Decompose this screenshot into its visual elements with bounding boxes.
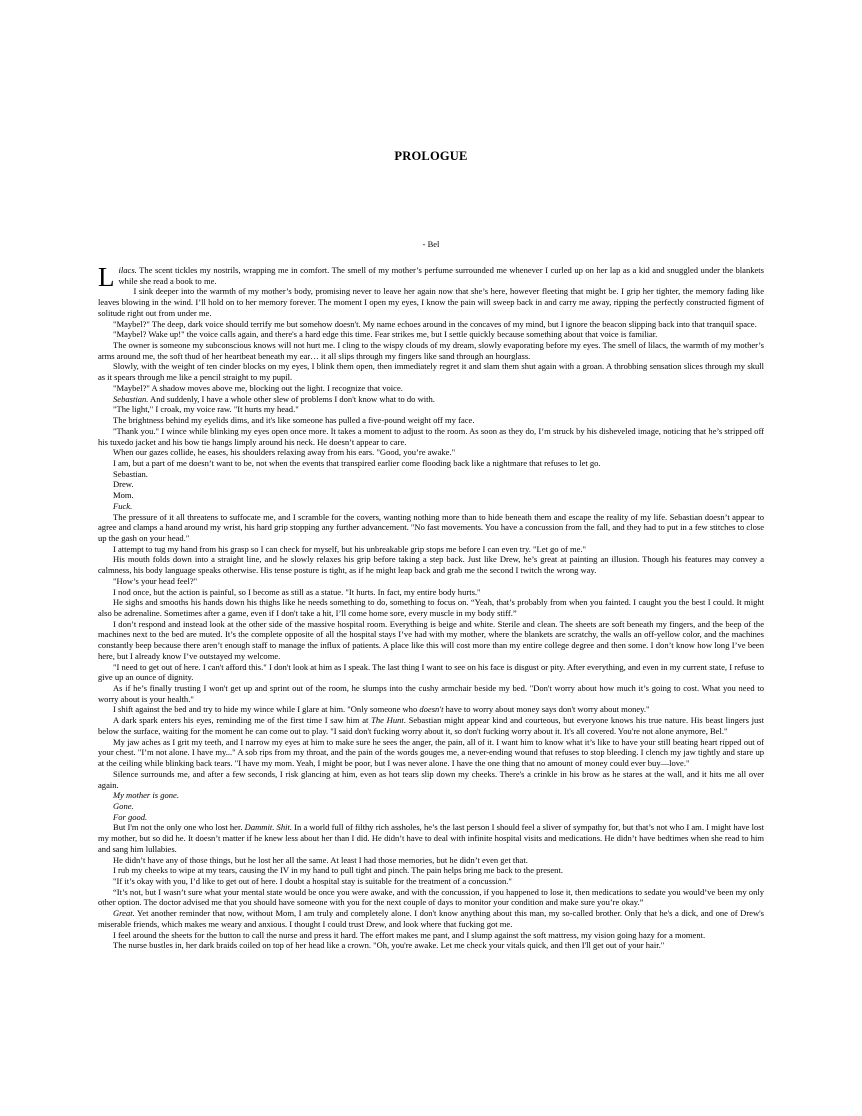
chapter-title: PROLOGUE [394,149,468,163]
italic-text: doesn't [419,704,444,715]
paragraph [98,415,764,426]
text-run: "Maybel? Wake up!" the voice calls again, and there's a hard edge this time. Fear strikes me, but I settle quickly because something about that voice is familiar. [113,329,658,340]
paragraph [98,469,764,480]
paragraph [98,426,764,447]
italic-text: Sebastian. [113,393,149,404]
text-run: have to worry about money says don't worry about money." [443,704,650,715]
italic-text: My mother is gone. [113,790,179,801]
text-run: “It’s not, but I wasn’t sure what your mental state would be once you were awake, and with the concussion, if you happened to lose it, then medications to sedate you would’ve been my only other option. The doctor advised me that you should have someone with you for the next couple of days to monitor your condition and make sure you’re okay.” [98,886,764,908]
paragraph [98,769,764,790]
paragraph [98,940,764,951]
paragraph [98,876,764,887]
paragraph [98,822,764,854]
text-run: His mouth folds down into a straight line, and he slowly relaxes his grip before taking a step back. Just like Drew, he’s great at painting an illusion. Though his features may convey a calmness, his body language speaks otherwise. His tense posture is tight, as if he might leap back and grab me the second I twitch the wrong way. [98,554,764,576]
italic-text: ilacs. [118,265,137,275]
paragraph [98,790,764,801]
paragraph [98,683,764,704]
paragraph [98,447,764,458]
paragraph [98,490,764,501]
paragraph [98,544,764,555]
chapter-body [98,262,765,951]
paragraph [98,737,764,769]
paragraph [98,704,764,715]
paragraph [98,801,764,812]
text-run: I nod once, but the action is painful, so I become as still as a statue. "It hurts. In fact, my entire body hurts." [113,586,481,597]
text-run: The pressure of it all threatens to suffocate me, and I scramble for the covers, wanting nothing more than to hide beneath them and escape the reality of my life. Sebastian doesn’t appear to agree and clamps a hand around my wrist, his hard grip stopping any further advancement. "No fast movements. You have a concussion from the fall, and they had to put in a few stitches to close up the gash on your head." [98,511,764,543]
paragraph [98,715,764,736]
text-run: The brightness behind my eyelids dims, and it's like someone has pulled a five-pound weight off my face. [113,415,475,426]
text-run: But I'm not the only one who lost her. [113,822,245,833]
text-run: I am, but a part of me doesn’t want to be, not when the events that transpired earlier come flooding back like a nightmare that refuses to let go. [113,457,601,468]
text-run: I attempt to tug my hand from his grasp so I can check for myself, but his unbreakable grip stops me before I can even try. "Let go of me." [113,543,587,554]
paragraph [98,361,764,382]
italic-text: For good. [113,811,148,822]
text-run: . Sebastian might appear kind and courteous, but everyone knows his true nature. His beast lingers just below the surface, waiting for the moment he can come out to play. "I said don't fucking worry about it, so don't fucking worry about it. It's all covered. You're not alone anymore, Bel." [98,715,764,736]
paragraph [98,662,764,683]
text-run: As if he’s finally trusting I won't get up and sprint out of the room, he slumps into the cushy armchair beside my bed. "Don't worry about how much it’s going to cost. What you need to worry about is your health." [98,683,764,704]
paragraph [98,479,764,490]
text-run: I feel around the sheets for the button to call the nurse and press it hard. The effort makes me pant, and I slump against the soft mattress, my vision going hazy for a moment. [113,929,706,940]
paragraph [98,286,764,318]
text-run: In a world full of filthy rich assholes, he’s the last person I should feel a sliver of sympathy for, but that’s not who I am. I might have lost my mother, but so did he. It doesn’t matter if he knew less about her than I did. He didn’t have to deal with infinite hospital visits and medications. He didn’t have bedtimes when she read to him and sang him lullabies. [98,822,765,854]
paragraph [98,340,764,361]
text-run: And suddenly, I have a whole other slew of problems I don't know what to do with. [148,393,435,404]
text-run: I shift against the bed and try to hide my wince while I glare at him. "Only someone who [113,704,420,715]
paragraph [98,262,764,292]
italic-text: Fuck. [113,500,133,511]
text-run: Silence surrounds me, and after a few seconds, I risk glancing at him, even as hot tears slip down my cheeks. There's a crinkle in his brow as he stares at the wall, and it hits me all over again. [98,768,764,790]
drop-cap: L [98,262,115,292]
paragraph [98,597,764,618]
text-run: My jaw aches as I grit my teeth, and I narrow my eyes at him to make sure he sees the anger, the pain, all of it. I want him to know what it’s like to have your still beating heart ripped out of your chest. "I’m not alone. I have my..." A sob rips from my throat, and the pain of the words gouges me, a never-ending wound that refuses to stop bleeding. I clench my jaw tightly and stare up at the ceiling while blinking back tears. "I have my mom. Yeah, I might be poor, but I was never alone. I have the one thing that no amount of money could ever buy—love." [98,736,764,769]
pov-label: - Bel [422,239,440,249]
paragraph [98,930,764,941]
text-run: Drew. [113,479,134,490]
text-run: "I need to get out of here. I can't afford this." I don't look at him as I speak. The last thing I want to see on his face is disgust or pity. After everything, and even in my current state, I refuse to give up an ounce of dignity. [98,661,764,683]
text-run: A dark spark enters his eyes, reminding me of the first time I saw him at [113,715,372,726]
text-run: The owner is someone my subconscious knows will not hurt me. I cling to the wispy clouds of my dream, slowly evaporating before my eyes. The smell of lilacs, the warmth of my mother’s arms around me, the soft thud of her heartbeat beneath my ear… it all slips through my fingers like sand through an hourglass. [98,340,764,361]
text-run: "How’s your head feel?" [113,575,198,586]
italic-text: Great. [113,908,135,919]
paragraph [98,887,764,908]
paragraph [98,404,764,415]
paragraph [98,394,764,405]
paragraph [98,587,764,598]
paragraph [98,383,764,394]
paragraph [98,319,764,330]
text-run: He sighs and smooths his hands down his thighs like he needs something to do, something to focus on. “Yeah, that’s probably from when you fainted. I caught you the best I could. It might also be adrenaline. Sometimes after a game, even if I don't take a hit, I’ll come home sore, every muscle in my body stiff.” [98,597,764,618]
text-run: "The light," I croak, my voice raw. "It hurts my head." [113,404,299,415]
text-run: "If it’s okay with you, I’d like to get out of here. I doubt a hospital stay is suitable for the treatment of a concussion." [113,875,512,886]
text-run: Slowly, with the weight of ten cinder blocks on my eyes, I blink them open, then immediately regret it and slam them shut again with a groan. A throbbing sensation slices through my skull as it spears through me like a pencil straight to my pupil. [98,361,764,383]
paragraph [98,458,764,469]
text-run: I sink deeper into the warmth of my mother’s body, promising never to leave her again now that she’s here, however fleeting that might be. I grip her tighter, the memory fading like leaves blowing in the wind. I’ll hold on to her memory forever. The moment I open my eyes, I know the pain will sweep back in and carry me away, ripping the perfectly constructed figment of solitude right out from under me. [98,286,764,318]
paragraph [98,554,764,575]
paragraph [98,329,764,340]
text-run: "Maybel?" The deep, dark voice should terrify me but somehow doesn't. My name echoes around in the concaves of my mind, but I ignore the beacon slipping back into that tranquil space. [113,318,757,329]
text-run: He didn’t have any of those things, but he lost her all the same. At least I had those memories, but he didn’t even get that. [113,854,528,865]
text-run: The nurse bustles in, her dark braids coiled on top of her head like a crown. "Oh, you're awake. Let me check your vitals quick, and then I'll get out of your hair." [113,940,665,951]
paragraph [98,908,764,929]
paragraph [98,576,764,587]
text-run: The scent tickles my nostrils, wrapping me in comfort. The smell of my mother’s perfume surrounded me whenever I curled up on her lap as a kid and snuggled under the blankets while she read a book to me. [118,265,764,286]
text-run: I rub my cheeks to wipe at my tears, causing the IV in my hand to pull tight and pinch. The pain helps bring me back to the present. [113,865,563,876]
paragraph [98,812,764,823]
text-run: Sebastian. [113,468,148,479]
italic-text: Gone. [113,800,134,811]
text-run: When our gazes collide, he eases, his shoulders relaxing away from his ears. "Good, you’re awake." [113,447,456,458]
paragraph [98,855,764,866]
paragraph [98,865,764,876]
paragraph [98,512,764,544]
text-run: Mom. [113,490,134,501]
paragraph [98,619,764,662]
italic-text: The Hunt [371,715,404,726]
text-run: "Thank you." I wince while blinking my eyes open once more. It takes a moment to adjust to the room. As soon as they do, I’m struck by his disheveled image, noticing that he’s stripped off his tuxedo jacket and his bow tie hangs limply around his neck. He doesn’t appear to care. [98,425,764,447]
italic-text: Dammit. Shit. [244,822,292,833]
text-run: I don’t respond and instead look at the other side of the massive hospital room. Everything is beige and white. Sterile and clean. The sheets are soft beneath my fingers, and the beep of the machines next to the bed are muted. It’s the complete opposite of all the hospital stays I’ve had with my mother, where the blankets are scratchy, the walls an off-yellow color, and the machines constantly beep because there aren’t enough staff to manage the influx of patients. A place like this will cost more than my entire college degree and then some. I don’t know how long I’ve been here, but I already know I’ve outstayed my welcome. [98,618,764,661]
paragraph [98,501,764,512]
text-run: "Maybel?" A shadow moves above me, blocking out the light. I recognize that voice. [113,382,403,393]
text-run: Yet another reminder that now, without Mom, I am truly and completely alone. I don't know anything about this man, my so-called brother. Only that he's a dick, and one of Drew's miserable friends, which makes me weary and anxious. I thought I could trust Drew, and look where that fucking got me. [98,908,764,929]
